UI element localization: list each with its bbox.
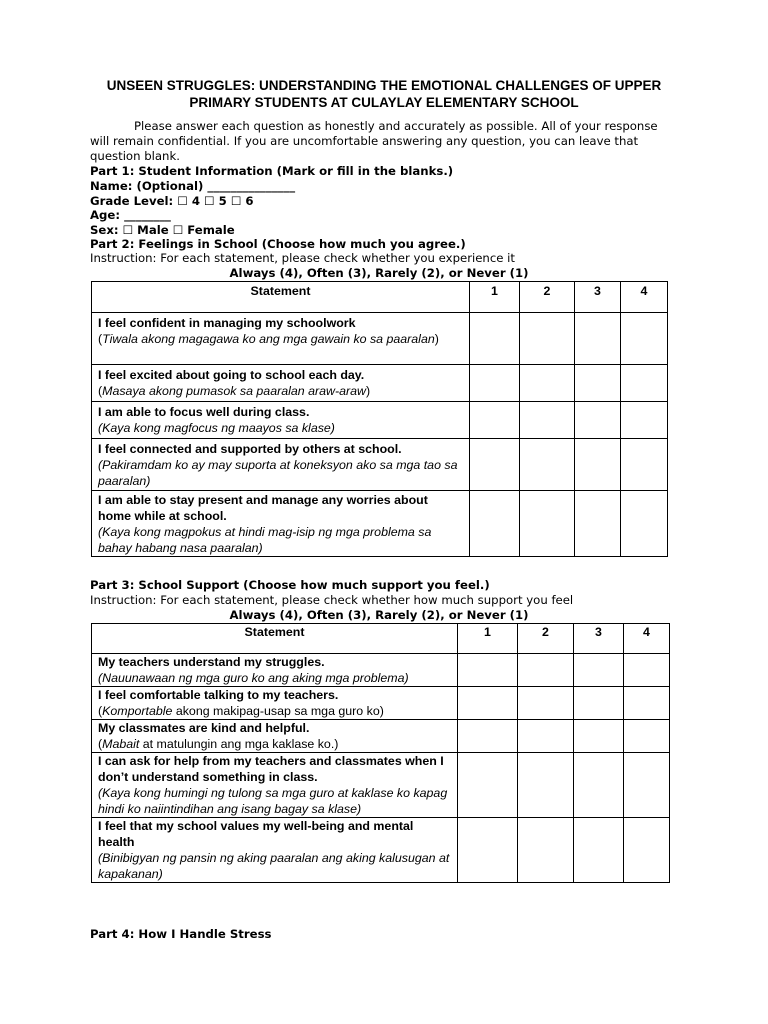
rating-cell-4[interactable] [624,654,670,687]
statement-filipino: (Kaya kong magfocus ng maayos sa klase) [98,421,335,435]
column-header-4: 4 [624,624,670,654]
rating-cell-1[interactable] [458,720,518,753]
document-title: UNSEEN STRUGGLES: UNDERSTANDING THE EMOTIONAL CHALLENGES OF UPPER PRIMARY STUDENTS AT CULAYLAY ELEMENTARY SCHOOL [106,78,662,110]
table-row [92,753,670,818]
rating-cell-2[interactable] [518,720,574,753]
sex-option-male[interactable]: ☐ Male [122,223,169,237]
statement-english: I feel excited about going to school each day. [98,368,365,382]
table-row [92,720,670,753]
sex-field [90,223,235,238]
rating-cell-1[interactable] [470,402,520,439]
statement-english: I feel confident in managing my schoolwork [98,316,356,330]
column-header-statement: Statement [92,624,458,654]
statement-cell [92,313,470,365]
rating-cell-1[interactable] [470,491,520,557]
statement-cell [92,439,470,491]
table-row [92,818,670,883]
rating-cell-3[interactable] [575,439,621,491]
rating-cell-2[interactable] [518,818,574,883]
rating-cell-4[interactable] [621,365,668,402]
rating-cell-1[interactable] [458,818,518,883]
statement-filipino: (Masaya akong pumasok sa paaralan araw-araw) [98,384,371,398]
part3-table [91,623,670,883]
part2-scale-legend: Always (4), Often (3), Rarely (2), or Never (1) [229,266,529,280]
statement-english: I feel connected and supported by others at school. [98,442,402,456]
part2-heading: Part 2: Feelings in School (Choose how much you agree.) [90,237,466,251]
statement-filipino: (Mabait at matulungin ang mga kaklase ko.) [98,737,339,751]
rating-cell-2[interactable] [520,439,575,491]
statement-cell [92,687,458,720]
statement-filipino: (Komportable akong makipag-usap sa mga guro ko) [98,704,384,718]
rating-cell-4[interactable] [624,818,670,883]
column-header-3: 3 [575,282,621,313]
grade-option-6[interactable]: ☐ 6 [230,194,254,208]
table-row [92,687,670,720]
statement-cell [92,491,470,557]
part3-heading: Part 3: School Support (Choose how much support you feel.) [90,578,490,592]
statement-english: My classmates are kind and helpful. [98,721,310,735]
rating-cell-4[interactable] [621,491,668,557]
rating-cell-2[interactable] [518,687,574,720]
statement-filipino: (Tiwala akong magagawa ko ang mga gawain ko sa paaralan) [98,332,439,346]
part1-heading: Part 1: Student Information (Mark or fill in the blanks.) [90,164,454,178]
table-header-row [92,282,668,313]
column-header-2: 2 [518,624,574,654]
rating-cell-1[interactable] [470,439,520,491]
part2-instruction: Instruction: For each statement, please check whether you experience it [90,251,516,265]
rating-cell-1[interactable] [470,365,520,402]
statement-cell [92,402,470,439]
rating-cell-2[interactable] [520,365,575,402]
statement-cell [92,654,458,687]
statement-cell [92,753,458,818]
sex-option-female[interactable]: ☐ Female [172,223,235,237]
rating-cell-2[interactable] [520,491,575,557]
grade-option-4[interactable]: ☐ 4 [177,194,200,208]
statement-english: I am able to stay present and manage any worries about home while at school. [98,493,428,523]
table-row [92,365,668,402]
rating-cell-1[interactable] [458,687,518,720]
intro-paragraph [90,119,670,164]
column-header-4: 4 [621,282,668,313]
rating-cell-3[interactable] [575,402,621,439]
rating-cell-3[interactable] [575,365,621,402]
rating-cell-3[interactable] [575,313,621,365]
statement-filipino: (Kaya kong humingi ng tulong sa mga guro at kaklase ko kapag hindi ko naiintindihan ang isang bagay sa klase) [98,786,448,816]
grade-option-5[interactable]: ☐ 5 [204,194,227,208]
rating-cell-2[interactable] [518,654,574,687]
table-row [92,402,668,439]
statement-english: I am able to focus well during class. [98,405,310,419]
rating-cell-1[interactable] [458,654,518,687]
rating-cell-3[interactable] [574,753,624,818]
statement-filipino: (Nauunawaan ng mga guro ko ang aking mga problema) [98,671,409,685]
rating-cell-4[interactable] [621,439,668,491]
column-header-statement: Statement [92,282,470,313]
statement-english: I can ask for help from my teachers and classmates when I don’t understand something in class. [98,754,444,784]
name-field[interactable]: Name: (Optional) _______________ [90,179,296,193]
statement-cell [92,818,458,883]
statement-english: My teachers understand my struggles. [98,655,325,669]
statement-cell [92,720,458,753]
statement-cell [92,365,470,402]
rating-cell-2[interactable] [520,313,575,365]
part4-heading: Part 4: How I Handle Stress [90,927,272,941]
part2-table [91,281,668,557]
sex-label: Sex: [90,223,123,237]
rating-cell-3[interactable] [574,818,624,883]
column-header-1: 1 [470,282,520,313]
rating-cell-4[interactable] [624,687,670,720]
rating-cell-3[interactable] [574,654,624,687]
table-row [92,491,668,557]
column-header-3: 3 [574,624,624,654]
statement-filipino: (Kaya kong magpokus at hindi mag-isip ng mga problema sa bahay habang nasa paaralan) [98,525,432,555]
grade-level-label: Grade Level: [90,194,178,208]
rating-cell-3[interactable] [574,720,624,753]
grade-level-field [90,194,254,209]
column-header-2: 2 [520,282,575,313]
part3-instruction: Instruction: For each statement, please check whether how much support you feel [90,593,574,607]
table-row [92,654,670,687]
table-row [92,439,668,491]
rating-cell-3[interactable] [574,687,624,720]
rating-cell-2[interactable] [520,402,575,439]
table-row [92,313,668,365]
statement-english: I feel comfortable talking to my teachers. [98,688,339,702]
rating-cell-3[interactable] [575,491,621,557]
rating-cell-4[interactable] [624,753,670,818]
column-header-1: 1 [458,624,518,654]
part3-scale-legend: Always (4), Often (3), Rarely (2), or Never (1) [229,608,529,622]
rating-cell-4[interactable] [621,402,668,439]
rating-cell-2[interactable] [518,753,574,818]
table-header-row [92,624,670,654]
statement-english: I feel that my school values my well-being and mental health [98,819,414,849]
statement-filipino: (Pakiramdam ko ay may suporta at koneksyon ako sa mga tao sa paaralan) [98,458,458,488]
rating-cell-1[interactable] [458,753,518,818]
rating-cell-1[interactable] [470,313,520,365]
rating-cell-4[interactable] [624,720,670,753]
intro-text: Please answer each question as honestly and accurately as possible. All of your response will remain confidential. If you are uncomfortable answering any question, you can leave that question blank. [90,119,658,163]
rating-cell-4[interactable] [621,313,668,365]
statement-filipino: (Binibigyan ng pansin ng aking paaralan ang aking kalusugan at kapakanan) [98,851,450,881]
age-field[interactable]: Age: ________ [90,208,171,222]
